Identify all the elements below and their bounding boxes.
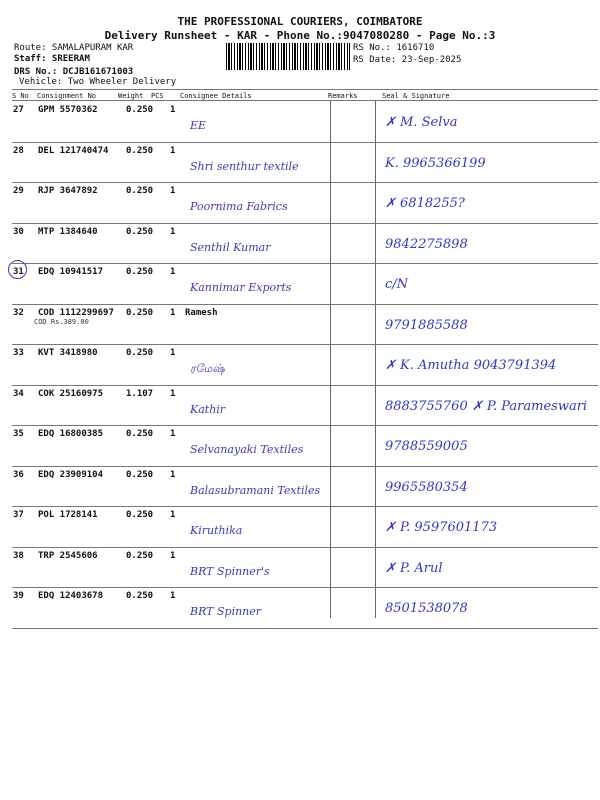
row-consignment-no: RJP 3647892 bbox=[38, 186, 98, 196]
row-consignee: Kathir bbox=[190, 403, 226, 416]
row-consignment-no: EDQ 10941517 bbox=[38, 267, 104, 277]
row-weight: 0.250 bbox=[126, 591, 154, 601]
row-weight: 0.250 bbox=[126, 267, 154, 277]
row-divider bbox=[12, 587, 598, 588]
drs-number: DRS No.: DCJB161671003 bbox=[14, 67, 134, 77]
row-pcs: 1 bbox=[170, 146, 176, 156]
row-consignee: Senthil Kumar bbox=[190, 241, 271, 254]
row-divider bbox=[12, 466, 598, 467]
row-weight: 0.250 bbox=[126, 105, 154, 115]
row-pcs: 1 bbox=[170, 186, 176, 196]
rs-date: RS Date: 23-Sep-2025 bbox=[353, 55, 462, 65]
row-pcs: 1 bbox=[170, 308, 176, 318]
row-divider bbox=[12, 263, 598, 264]
row-signature: ✗ P. 9597601173 bbox=[385, 520, 498, 535]
row-pcs: 1 bbox=[170, 105, 176, 115]
row-pcs: 1 bbox=[170, 389, 176, 399]
row-pcs: 1 bbox=[170, 470, 176, 480]
row-consignment-no: COD 1112299697 bbox=[38, 308, 114, 318]
row-consignee: BRT Spinner's bbox=[190, 565, 270, 578]
company-title: THE PROFESSIONAL COURIERS, COIMBATORE bbox=[177, 15, 423, 28]
row-signature: 8883755760 ✗ P. Parameswari bbox=[385, 399, 588, 414]
row-consignee: Ramesh bbox=[185, 308, 218, 318]
row-signature: ✗ P. Arul bbox=[385, 561, 443, 576]
row-divider bbox=[12, 506, 598, 507]
row-weight: 0.250 bbox=[126, 510, 154, 520]
row-consignee: BRT Spinner bbox=[190, 605, 262, 618]
row-sno: 39 bbox=[13, 591, 24, 601]
row-weight: 0.250 bbox=[126, 186, 154, 196]
row-consignee: Selvanayaki Textiles bbox=[190, 443, 304, 456]
row-consignment-no: GPM 5570362 bbox=[38, 105, 98, 115]
row-consignee: EE bbox=[190, 119, 207, 132]
row-divider bbox=[12, 344, 598, 345]
row-divider bbox=[12, 385, 598, 386]
row-signature: c/N bbox=[385, 277, 409, 292]
row-consignee: ரமேஷ் bbox=[190, 362, 225, 375]
row-weight: 0.250 bbox=[126, 308, 154, 318]
row-pcs: 1 bbox=[170, 510, 176, 520]
row-weight: 1.107 bbox=[126, 389, 154, 399]
row-weight: 0.250 bbox=[126, 146, 154, 156]
row-signature: K. 9965366199 bbox=[385, 156, 486, 171]
row-sno: 36 bbox=[13, 470, 24, 480]
row-sno: 32 bbox=[13, 308, 24, 318]
row-consignment-no: MTP 1384640 bbox=[38, 227, 98, 237]
row-weight: 0.250 bbox=[126, 429, 154, 439]
row-sno: 34 bbox=[13, 389, 24, 399]
row-consignment-no: EDQ 12403678 bbox=[38, 591, 104, 601]
row-pcs: 1 bbox=[170, 551, 176, 561]
row-consignment-no: COK 25160975 bbox=[38, 389, 104, 399]
row-consignment-no: DEL 121740474 bbox=[38, 146, 109, 156]
row-sno: 30 bbox=[13, 227, 24, 237]
row-signature: ✗ M. Selva bbox=[385, 115, 458, 130]
row-pcs: 1 bbox=[170, 227, 176, 237]
col-pcs: PCS bbox=[151, 92, 164, 100]
col-remarks: Remarks bbox=[328, 92, 358, 100]
col-consignment: Consignment No bbox=[37, 92, 97, 100]
barcode bbox=[226, 43, 350, 70]
row-signature: ✗ K. Amutha 9043791394 bbox=[385, 358, 557, 373]
runsheet-subtitle: Delivery Runsheet - KAR - Phone No.:9047080280 - Page No.:3 bbox=[104, 29, 496, 42]
vehicle-label: Vehicle: Two Wheeler Delivery bbox=[19, 77, 177, 87]
row-signature: 9965580354 bbox=[385, 480, 468, 495]
row-sno: 37 bbox=[13, 510, 24, 520]
row-divider bbox=[12, 628, 598, 629]
row-consignment-no: TRP 2545606 bbox=[38, 551, 98, 561]
row-sno: 31 bbox=[13, 267, 24, 277]
staff-label: Staff: SREERAM bbox=[14, 54, 90, 64]
row-pcs: 1 bbox=[170, 591, 176, 601]
rs-number: RS No.: 1616710 bbox=[353, 43, 435, 53]
row-pcs: 1 bbox=[170, 348, 176, 358]
row-signature: 9791885588 bbox=[385, 318, 468, 333]
row-signature: 8501538078 bbox=[385, 601, 468, 616]
row-divider bbox=[12, 304, 598, 305]
circle-mark bbox=[8, 260, 27, 279]
row-consignee: Kiruthika bbox=[190, 524, 243, 537]
row-signature: ✗ 6818255? bbox=[385, 196, 465, 211]
col-seal: Seal & Signature bbox=[382, 92, 450, 100]
row-divider bbox=[12, 182, 598, 183]
row-weight: 0.250 bbox=[126, 551, 154, 561]
row-sno: 27 bbox=[13, 105, 24, 115]
row-consignee: Poornima Fabrics bbox=[190, 200, 288, 213]
row-sno: 38 bbox=[13, 551, 24, 561]
row-consignee: Shri senthur textile bbox=[190, 160, 299, 173]
row-divider bbox=[12, 223, 598, 224]
row-consignment-no: EDQ 23909104 bbox=[38, 470, 104, 480]
row-divider bbox=[12, 547, 598, 548]
row-pcs: 1 bbox=[170, 429, 176, 439]
col-consignee: Consignee Details bbox=[180, 92, 252, 100]
row-consignment-no: KVT 3418980 bbox=[38, 348, 98, 358]
row-signature: 9842275898 bbox=[385, 237, 468, 252]
row-sno: 29 bbox=[13, 186, 24, 196]
row-divider bbox=[12, 425, 598, 426]
row-sno: 35 bbox=[13, 429, 24, 439]
row-signature: 9788559005 bbox=[385, 439, 468, 454]
row-divider bbox=[12, 142, 598, 143]
row-weight: 0.250 bbox=[126, 227, 154, 237]
row-consignee: Balasubramani Textiles bbox=[190, 484, 321, 497]
row-sno: 28 bbox=[13, 146, 24, 156]
row-consignee: Kannimar Exports bbox=[190, 281, 292, 294]
row-weight: 0.250 bbox=[126, 470, 154, 480]
route-label: Route: SAMALAPURAM KAR bbox=[14, 43, 134, 53]
row-consignment-no: EDQ 16800385 bbox=[38, 429, 104, 439]
row-weight: 0.250 bbox=[126, 348, 154, 358]
row-consignment-no: POL 1728141 bbox=[38, 510, 98, 520]
row-pcs: 1 bbox=[170, 267, 176, 277]
col-sno: S No bbox=[12, 92, 29, 100]
col-weight: Weight bbox=[118, 92, 144, 100]
row-cod-amount: COD Rs.389.00 bbox=[34, 318, 89, 326]
row-sno: 33 bbox=[13, 348, 24, 358]
